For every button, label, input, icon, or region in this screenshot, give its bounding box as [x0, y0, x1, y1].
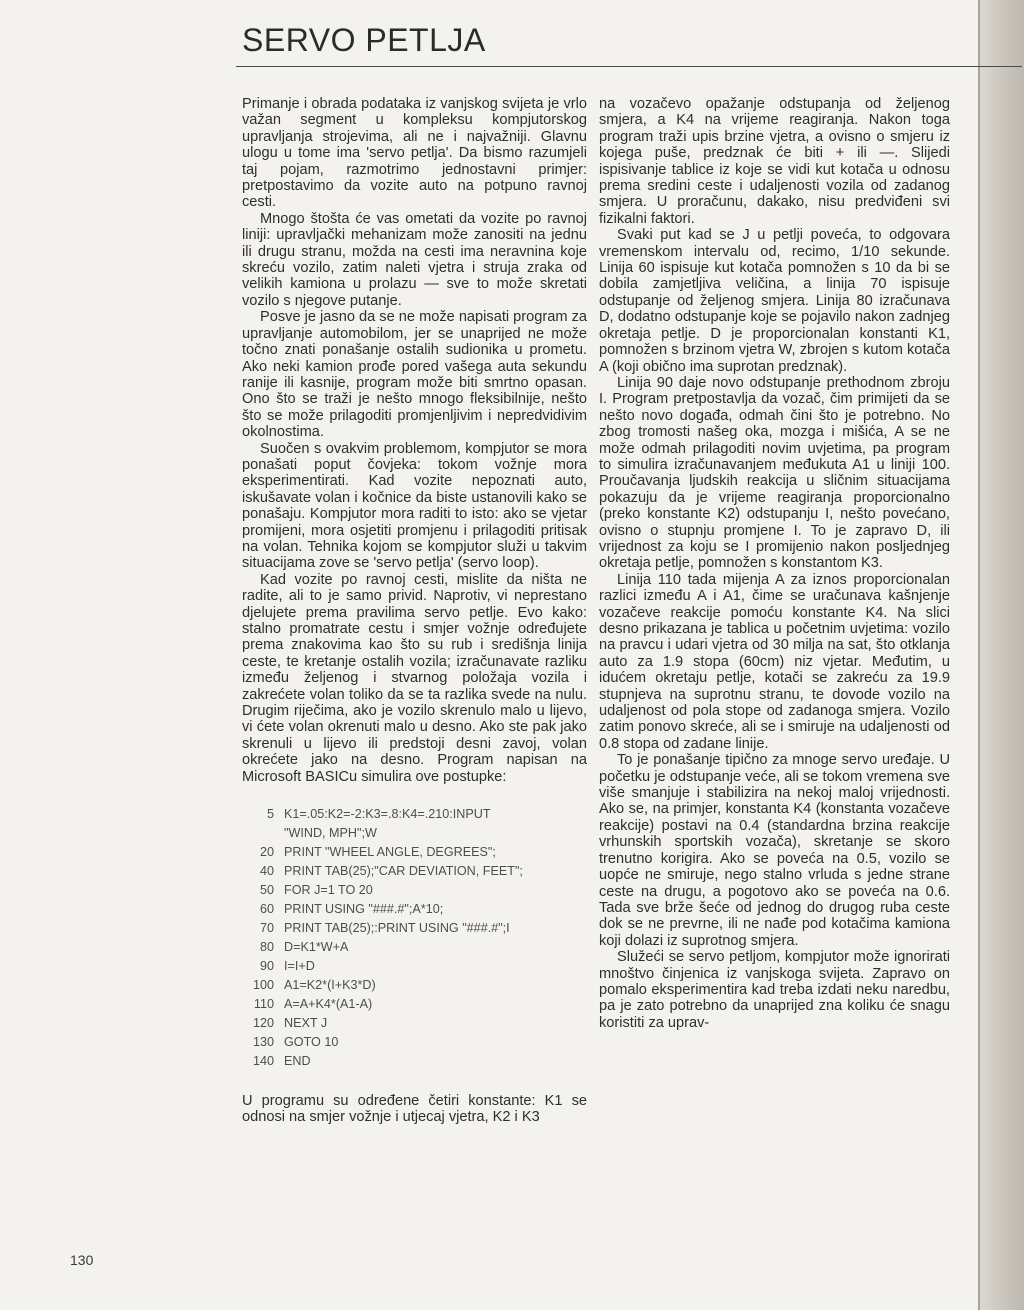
line-number: 100 — [252, 978, 274, 993]
line-number — [242, 824, 274, 843]
left-column — [242, 96, 587, 1126]
program-line — [242, 1033, 587, 1052]
statement: END — [284, 1054, 311, 1069]
line-number: 20 — [259, 845, 274, 860]
program-line — [242, 843, 587, 862]
program-line — [242, 957, 587, 976]
page-edge-line — [978, 0, 980, 1310]
statement: I=I+D — [284, 959, 315, 974]
basic-program-listing — [242, 805, 587, 1071]
line-number: 50 — [259, 883, 274, 898]
program-line — [242, 900, 587, 919]
program-line — [242, 976, 587, 995]
program-line — [242, 938, 587, 957]
line-number: 40 — [259, 864, 274, 879]
page-number: 130 — [70, 1252, 94, 1268]
program-line — [242, 995, 587, 1014]
program-line — [242, 1052, 587, 1071]
statement: D=K1*W+A — [284, 940, 349, 955]
statement: PRINT TAB(25);"CAR DEVIATION, FEET"; — [284, 864, 523, 879]
program-line — [242, 919, 587, 938]
paragraph: Svaki put kad se J u petlji poveća, to odgovara vremenskom intervalu od, recimo, 1/10 sekunde. Linija 60 ispisuje kut kotača pomnožen s 10 da bi se dobila zamjetljiva veličina, a linija 70 ispisuje odstupanje od željenog smjera. Linija 80 izračunava D, dodatno odstupanje koje se pojavilo nakon zadnjeg okretaja petlje. D je proporcionalan konstanti K1, pomnožen s brzinom vjetra W, zbrojen s kutom kotača A (koji obično ima suprotan predznak). — [599, 227, 950, 375]
paragraph: Služeći se servo petljom, kompjutor može ignorirati mnoštvo činjenica iz vanjskoga svijeta. Zapravo on pomalo eksperimentira kad treba izdati neku naredbu, pa je zato potrebno da unaprijed zna koliku će snagu koristiti za uprav- — [599, 949, 950, 1031]
statement: NEXT J — [284, 1016, 328, 1031]
line-number: 120 — [252, 1016, 274, 1031]
right-column — [599, 96, 950, 1031]
paragraph: Primanje i obrada podataka iz vanjskog svijeta je vrlo važan segment u kompleksu kompjutorskog upravljanja strojevima, ali ne i najvažniji. Glavnu ulogu u tome ima 'servo petlja'. Da bismo razumjeli taj pojam, razmotrimo jednostavni primjer: pretpostavimo da vozite auto na potpuno ravnoj cesti. — [242, 96, 587, 211]
paragraph: Suočen s ovakvim problemom, kompjutor se mora ponašati poput čovjeka: tokom vožnje mora eksperimentirati. Kad vozite nepoznati auto, iskušavate volan i kočnice da biste ustanovili kako se ponašaju. Kompjutor mora raditi to isto: ako se vjetar promijeni, mora osjetiti promjenu i prilagoditi pritisak na volan. Tehnika kojom se kompjutor služi u takvim situacijama zove se 'servo petlja' (servo loop). — [242, 440, 587, 572]
paragraph: Kad vozite po ravnoj cesti, mislite da ništa ne radite, ali to je samo privid. Naprotiv, vi neprestano djelujete prema pravilima servo petlje. Evo kako: stalno promatrate cestu i smjer vožnje određujete prema znakovima kao što su rub i središnja linija ceste, te kretanje ostalih vozila; izračunavate razliku između željenog i stvarnog položaja vozila i zakrećete volan toliko da se ta razlika svede na nulu. Drugim riječima, ako je vozilo skrenulo malo u lijevo, vi ćete volan okrenuti malo u desno. Ako ste pak jako skrenuli u lijevo ili predstoji desni zavoj, volan okrećete jako na desno. Program napisan na Microsoft BASICu simulira ove postupke: — [242, 571, 587, 785]
line-number: 90 — [259, 959, 274, 974]
statement: K1=.05:K2=-2:K3=.8:K4=.210:INPUT — [284, 807, 491, 822]
paragraph: Posve je jasno da se ne može napisati program za upravljanje automobilom, jer se unaprijed ne može točno znati ponašanje ostalih sudionika u prometu. Ako neki kamion prođe pored vašega auta sekundu ranije ili kasnije, program može biti smrtno opasan. Ono što se traži je nešto mnogo fleksibilnije, nešto što se može prilagoditi promjenljivim i nepredvidivim okolnostima. — [242, 309, 587, 441]
statement: A1=K2*(I+K3*D) — [284, 978, 376, 993]
line-number: 60 — [259, 902, 274, 917]
line-number: 130 — [252, 1035, 274, 1050]
page-title: SERVO PETLJA — [242, 22, 486, 58]
page-edge-strip — [978, 0, 1024, 1310]
statement: "WIND, MPH";W — [284, 826, 377, 841]
program-line — [242, 1014, 587, 1033]
line-number: 140 — [252, 1054, 274, 1069]
paragraph: U programu su određene četiri konstante: K1 se odnosi na smjer vožnje i utjecaj vjetra, K2 i K3 — [242, 1093, 587, 1126]
paragraph: To je ponašanje tipično za mnoge servo uređaje. U početku je odstupanje veće, ali se tokom vremena sve više smanjuje i stabilizira na nekoj maloj vrijednosti. Ako se, na primjer, konstanta K4 (konstanta vozačeve reakcije) postavi na 0.4 (standardna brzina reakcije vrhunskih sportskih vozača), skretanje se skoro trenutno korigira. Ako se poveća na 0.5, vozilo se uopće ne smiruje, nego stalno vrluda s jedne strane ceste na drugu, a pogotovo ako se poveća na 0.6. Tada sve brže šeće od jednog do drugog ruba ceste dok se ne prevrne, ili ne nađe pod kotačima kamiona koji dolazi iz suprotnog smjera. — [599, 752, 950, 949]
program-line — [242, 862, 587, 881]
statement: PRINT USING "###.#";A*10; — [284, 902, 444, 917]
statement: PRINT TAB(25);:PRINT USING "###.#";I — [284, 921, 510, 936]
line-number: 80 — [259, 940, 274, 955]
paragraph: Mnogo štošta će vas ometati da vozite po ravnoj liniji: upravljački mehanizam može zanositi na jednu ili drugu stranu, možda na cesti ima neravnina koje skreću vozilo, zatim naleti vjetra i struja zraka od velikih kamiona u prolazu — sve to može skretati vozilo s njegove putanje. — [242, 210, 587, 309]
statement: GOTO 10 — [284, 1035, 339, 1050]
statement: A=A+K4*(A1-A) — [284, 997, 373, 1012]
paragraph: na vozačevo opažanje odstupanja od željenog smjera, a K4 na vrijeme reagiranja. Nakon toga program traži upis brzine vjetra, a ovisno o smjeru iz kojega puše, predznak će biti + ili —. Slijedi ispisivanje tablice iz koje se vidi kut kotača u odnosu prema sredini ceste i udaljenosti vozila od zadanog smjera. U proračunu, dakako, nisu predviđeni svi fizikalni faktori. — [599, 96, 950, 227]
program-line — [242, 824, 587, 843]
program-line — [242, 881, 587, 900]
title-rule — [236, 66, 1022, 67]
line-number: 110 — [253, 997, 274, 1012]
statement: FOR J=1 TO 20 — [284, 883, 373, 898]
line-number: 5 — [266, 807, 274, 822]
paragraph: Linija 110 tada mijenja A za iznos proporcionalan razlici između A i A1, čime se uračunava kašnjenje vozačeve reakcije pomoću konstante K4. Na slici desno prikazana je tablica u početnim uvjetima: vozilo na pravcu i udari vjetra od 30 milja na sat, što otklanja auto za 1.9 stopa (60cm) niz vjetar. Međutim, u idućem okretaju petlje, kotači se zakreću za 19.9 stupnjeva na suprotnu stranu, te dovode vozilo na udaljenost od pola stope od zadanoga smjera. Vozilo zatim ponovo skreće, ali se i smiruje na udaljenosti od 0.8 stopa od zadane linije. — [599, 571, 950, 752]
program-line — [242, 805, 587, 824]
paragraph: Linija 90 daje novo odstupanje prethodnom zbroju I. Program pretpostavlja da vozač, čim primijeti da se nešto novo događa, odmah čini što je potrebno. No zbog tromosti našeg oka, mozga i mišića, A se ne može odmah prilagoditi novim uvjetima, pa program to simulira izračunavanjem međukuta A1 u liniji 100. Proučavanja ljudskih reakcija u sličnim situacijama pokazuju da je vrijeme reagiranja proporcionalno (preko konstante K2) odstupanju I, nešto povećano, ovisno o stupnju promjene I. To je zapravo D, ili vrijednost za koju se I promijenio nakon posljednjeg okretaja petlje, pomnožen s konstantom K3. — [599, 374, 950, 572]
line-number: 70 — [259, 921, 274, 936]
statement: PRINT "WHEEL ANGLE, DEGREES"; — [284, 845, 496, 860]
